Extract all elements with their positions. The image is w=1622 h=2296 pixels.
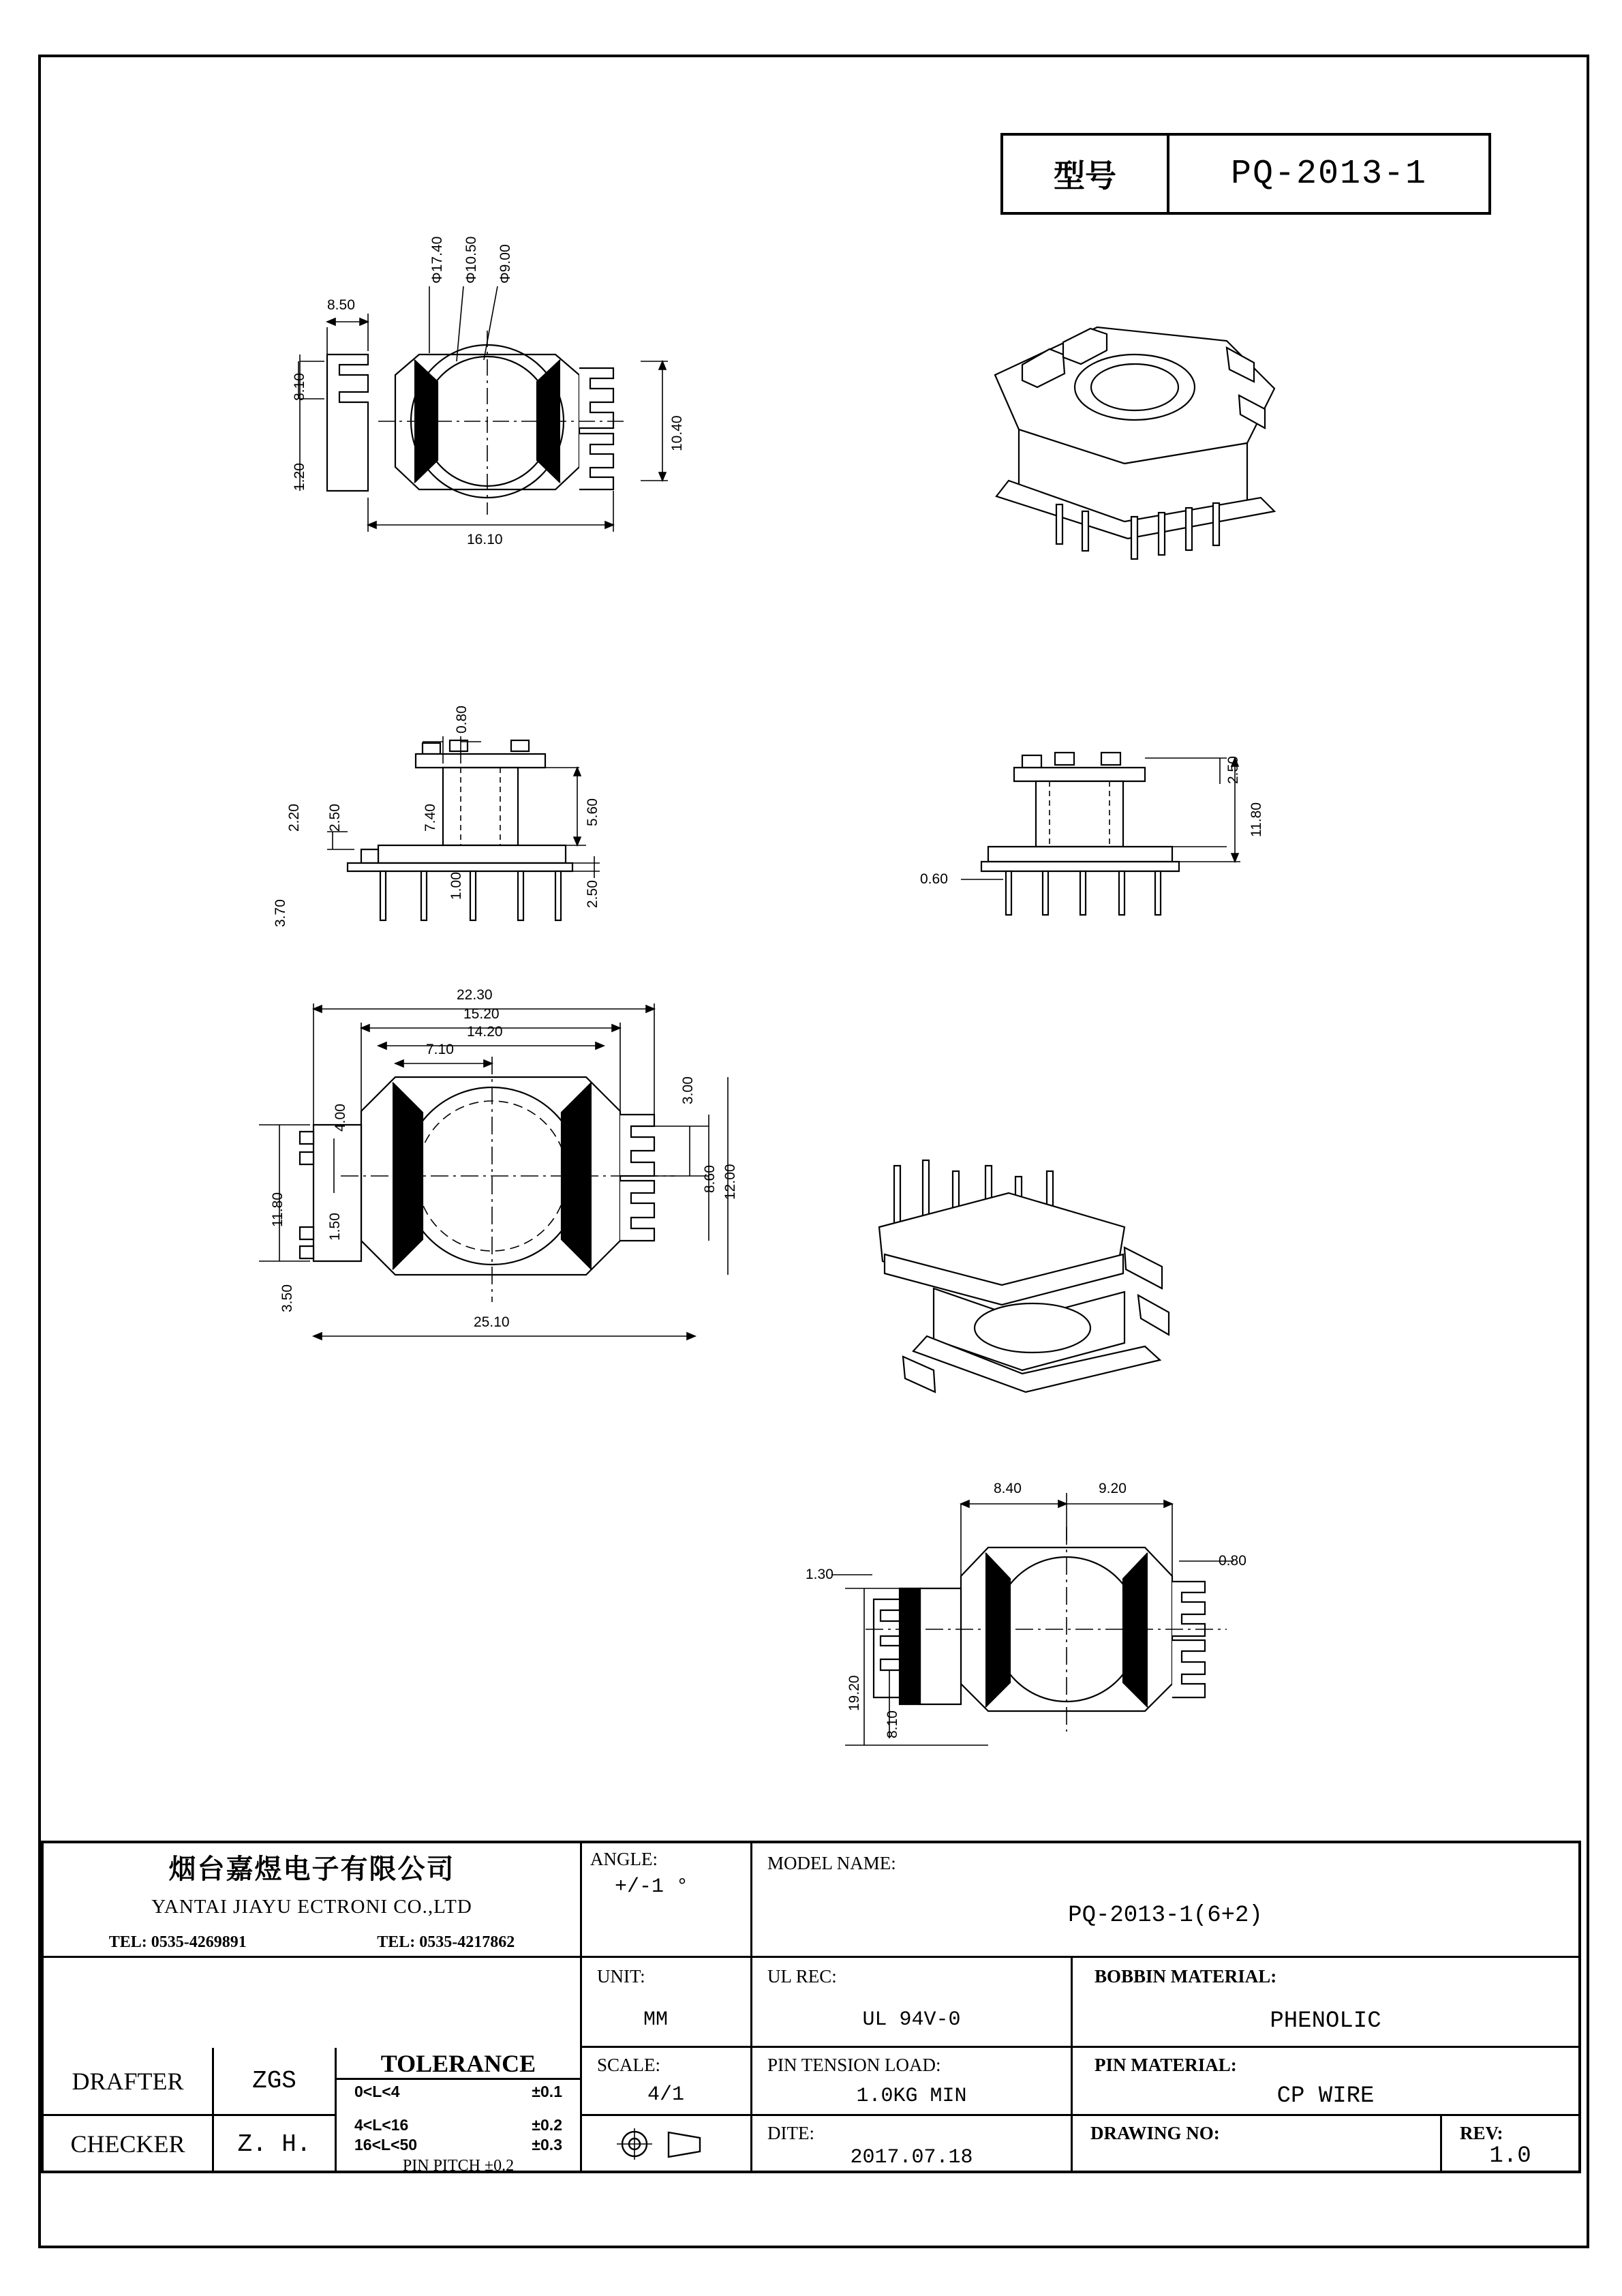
bobbin-material-value: PHENOLIC <box>1270 2008 1381 2034</box>
dim-3-00: 3.00 <box>680 1076 696 1104</box>
company-spacer <box>44 1958 582 2048</box>
side-view <box>920 716 1322 941</box>
rev-value: 1.0 <box>1489 2143 1531 2169</box>
scale-cell <box>582 2048 752 2116</box>
detail-view <box>763 1466 1295 1786</box>
dim-dia-9-00: Φ9.00 <box>498 244 513 284</box>
dim-15-20: 15.20 <box>463 1006 500 1022</box>
scale-value: 4/1 <box>647 2083 685 2106</box>
dim-2-50: 2.50 <box>327 804 343 832</box>
dim-7-10: 7.10 <box>426 1042 454 1057</box>
bobbin-material-label: BOBBIN MATERIAL: <box>1095 1966 1277 1987</box>
top-view <box>259 236 750 600</box>
dim-12-00: 12.00 <box>722 1164 738 1200</box>
angle-label: ANGLE: <box>590 1849 658 1869</box>
dim-0-60: 0.60 <box>920 871 948 887</box>
pin-material-cell <box>1073 2048 1578 2116</box>
dim-0-80: 0.80 <box>454 706 470 734</box>
unit-cell <box>582 1958 752 2048</box>
pin-material-value: CP WIRE <box>1276 2083 1375 2109</box>
dim-9-20: 9.20 <box>1099 1481 1127 1496</box>
dim-0-80-detail: 0.80 <box>1219 1553 1246 1569</box>
drawing-no-cell <box>1073 2116 1578 2172</box>
model-name-label: MODEL NAME: <box>767 1853 896 1873</box>
dim-22-30: 22.30 <box>457 987 493 1003</box>
dim-2-20: 2.20 <box>286 804 302 832</box>
model-label: 型号 <box>1003 136 1169 212</box>
unit-value: MM <box>643 2008 669 2031</box>
date-cell <box>752 2116 1073 2172</box>
tolerance-cell <box>337 2048 582 2116</box>
tolerance-value-1: ±0.2 <box>532 2116 562 2134</box>
dim-10-40: 10.40 <box>669 415 685 451</box>
pin-material-label: PIN MATERIAL: <box>1095 2055 1237 2075</box>
ul-rec-value: UL 94V-0 <box>862 2008 961 2031</box>
unit-label: UNIT: <box>597 1966 645 1987</box>
first-angle-projection-icon <box>615 2127 718 2161</box>
model-name-value: PQ-2013-1(6+2) <box>1068 1902 1263 1929</box>
dim-11-80-side: 11.80 <box>1249 802 1264 837</box>
angle-cell <box>582 1843 752 1958</box>
dim-1-50: 1.50 <box>327 1213 343 1241</box>
dim-25-10: 25.10 <box>474 1314 510 1330</box>
dim-11-80-bottom: 11.80 <box>270 1192 286 1227</box>
tolerance-range-0: 0<L<4 <box>354 2083 400 2100</box>
isometric-top-view <box>954 300 1309 586</box>
dim-4-00: 4.00 <box>333 1104 348 1132</box>
checker-label-cell: CHECKER <box>44 2116 214 2172</box>
ul-rec-label: UL REC: <box>767 1966 837 1987</box>
angle-value: +/-1 ° <box>615 1875 689 1899</box>
dim-7-40: 7.40 <box>423 804 438 832</box>
pin-tension-cell <box>752 2048 1073 2116</box>
tolerance-range-1: 4<L<16 <box>354 2116 409 2134</box>
dim-3-50: 3.50 <box>279 1284 295 1312</box>
dim-dia-17-40: Φ17.40 <box>429 236 445 284</box>
dim-19-20: 19.20 <box>846 1675 862 1711</box>
isometric-bottom-view <box>852 1152 1234 1459</box>
dim-1-30: 1.30 <box>806 1567 833 1582</box>
dim-8-10: 8.10 <box>292 373 307 401</box>
dim-16-10: 16.10 <box>467 532 503 547</box>
drawing-no-label: DRAWING NO: <box>1090 2123 1220 2143</box>
dim-14-20: 14.20 <box>467 1024 503 1040</box>
model-title-box <box>1000 133 1491 215</box>
rev-label: REV: <box>1460 2123 1503 2143</box>
dim-8-60: 8.60 <box>702 1165 718 1193</box>
date-value: 2017.07.18 <box>850 2146 973 2169</box>
model-value: PQ-2013-1 <box>1230 154 1428 194</box>
dim-2-50-b: 2.50 <box>585 880 600 908</box>
bottom-view <box>232 968 845 1391</box>
front-view <box>245 706 709 941</box>
tolerance-label: TOLERANCE <box>337 2048 580 2080</box>
dim-1-00: 1.00 <box>448 872 464 900</box>
bobbin-material-cell <box>1073 1958 1578 2048</box>
tolerance-range-2: 16<L<50 <box>354 2136 418 2154</box>
date-label: DITE: <box>767 2123 814 2143</box>
checker-value-cell: Z. H. <box>214 2116 337 2172</box>
drafter-label-cell: DRAFTER <box>44 2048 214 2116</box>
company-tel-1: TEL: 0535-4269891 <box>108 1933 247 1951</box>
projection-symbol-cell <box>582 2116 752 2172</box>
company-tel-2: TEL: 0535-4217862 <box>377 1933 515 1951</box>
pin-tension-value: 1.0KG MIN <box>856 2084 967 2108</box>
company-name-en: YANTAI JIAYU ECTRONI CO.,LTD <box>151 1896 472 1918</box>
drafter-value-cell: ZGS <box>214 2048 337 2116</box>
pin-pitch: PIN PITCH ±0.2 <box>402 2157 515 2175</box>
dim-8-50: 8.50 <box>327 297 355 313</box>
dim-8-10-detail: 8.10 <box>885 1710 900 1738</box>
tolerance-value-2: ±0.3 <box>532 2136 562 2154</box>
dim-5-60: 5.60 <box>585 798 600 826</box>
dim-dia-10-50: Φ10.50 <box>463 236 479 284</box>
ul-rec-cell <box>752 1958 1073 2048</box>
title-block <box>41 1841 1581 2173</box>
pin-tension-label: PIN TENSION LOAD: <box>767 2055 941 2075</box>
dim-3-70: 3.70 <box>273 899 288 927</box>
tolerance-value-0: ±0.1 <box>532 2083 562 2100</box>
dim-2-50-side: 2.50 <box>1225 756 1241 784</box>
dim-8-40: 8.40 <box>994 1481 1022 1496</box>
model-name-cell <box>752 1843 1578 1958</box>
scale-label: SCALE: <box>597 2055 661 2075</box>
tolerance-rows-cell <box>337 2116 582 2175</box>
company-name-cn: 烟台嘉煜电子有限公司 <box>168 1854 455 1885</box>
company-cell <box>44 1843 582 1958</box>
dim-1-20: 1.20 <box>292 463 307 491</box>
